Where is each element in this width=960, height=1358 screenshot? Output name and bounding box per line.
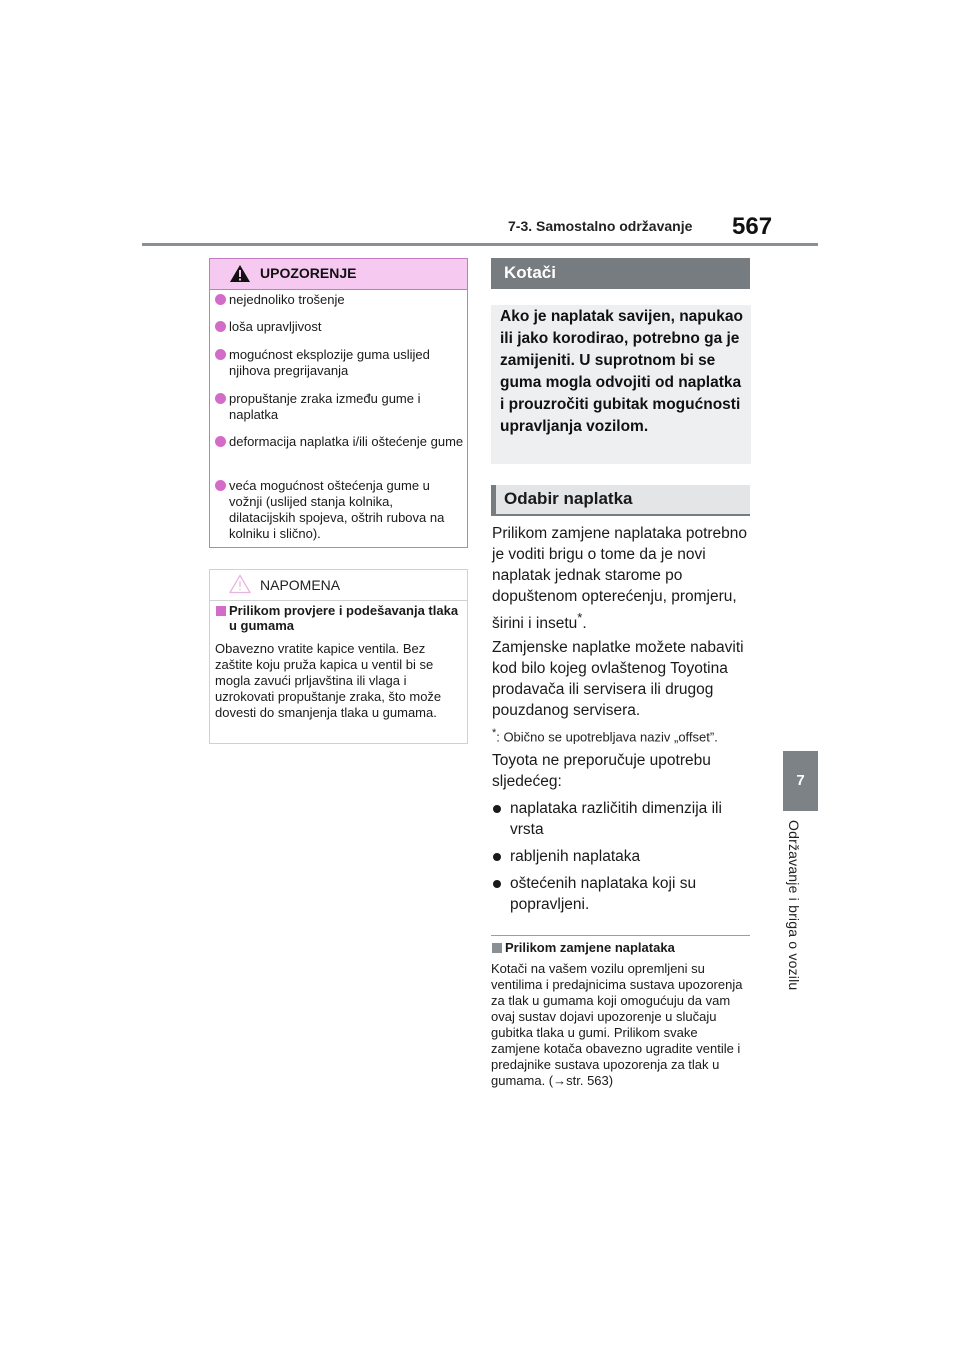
warning-triangle-icon	[229, 264, 251, 288]
bullet-dot	[215, 349, 226, 360]
page-number: 567	[732, 213, 773, 240]
footnote: *: Obično se upotrebljava naziv „offset”.	[492, 727, 718, 745]
paragraph: Prilikom zamjene naplataka potrebno je voditi brigu o tome da je novi naplatak jednak starome po dopuštenom opterećenju, promjeru, širini i insetu*.	[492, 525, 748, 633]
warning-header	[210, 259, 467, 290]
header-section-title: 7-3. Samostalno održavanje	[508, 218, 693, 234]
section-title: Kotači	[504, 263, 556, 282]
divider	[491, 935, 750, 936]
note-title: NAPOMENA	[260, 577, 341, 593]
paragraph: Toyota ne preporučuje upotrebu sljedećeg:	[492, 752, 711, 790]
warning-item: veća mogućnost oštećenja gume u vožnji (uslijed stanja kolnika, dilatacijskih spojeva, oštrih rubova na kolniku i slično).	[215, 478, 457, 542]
bullet-dot	[215, 321, 226, 332]
section-accent	[491, 258, 496, 289]
list-item: naplataka različitih dimenzija ili vrsta	[492, 798, 742, 840]
bullet-dot	[215, 393, 226, 404]
section-heading-odabir-naplatka	[491, 485, 750, 516]
note-box	[209, 569, 468, 744]
section-accent	[491, 485, 496, 514]
square-bullet	[216, 606, 226, 616]
warning-item: deformacija naplatka i/ili oštećenje gume	[215, 434, 465, 450]
bullet-dot	[493, 880, 501, 888]
warning-item: nejednoliko trošenje	[215, 292, 465, 308]
sub-paragraph: Kotači na vašem vozilu opremljeni su ventilima i predajnicima sustava upozorenja za tlak u gumama koji omogućuju da vam ovaj sustav dojavi upozorenje u slučaju gubitka tlaka u gumi. Prilikom svake zamjene kotača obavezno ugradite ventile i predajnike sustava upozorenja za tlak u gumama. (→str. 563)	[491, 961, 743, 1088]
caution-triangle-icon	[229, 574, 251, 599]
square-bullet	[492, 943, 502, 953]
warning-box	[209, 258, 468, 548]
warning-item: loša upravljivost	[215, 319, 465, 335]
warning-title: UPOZORENJE	[260, 265, 357, 281]
note-subheading: Prilikom provjere i podešavanja tlaka u gumama	[215, 603, 460, 633]
subheading: Prilikom zamjene naplataka	[491, 940, 675, 955]
footnote-marker: *	[577, 610, 583, 625]
paragraph: Zamjenske naplatke možete nabaviti kod bilo kojeg ovlaštenog Toyotina prodavača ili servisera ili drugog pouzdanog servisera.	[492, 639, 744, 719]
bullet-dot	[493, 853, 501, 861]
callout-text: Ako je naplatak savijen, napukao ili jako korodirao, potrebno ga je zamijeniti. U suprotnom bi se guma mogla odvojiti od naplatka i prouzročiti gubitak mogućnosti upravljanja vozilom.	[500, 308, 743, 435]
important-callout	[491, 305, 751, 464]
note-header	[210, 570, 467, 601]
header-rule	[142, 243, 818, 246]
section-heading-kotaci	[491, 258, 750, 289]
chapter-tab-label: Održavanje i briga o vozilu	[786, 820, 802, 991]
bullet-dot	[215, 436, 226, 447]
bullet-dot	[493, 805, 501, 813]
warning-item: propuštanje zraka između gume i naplatka	[215, 391, 451, 423]
list-item: rabljenih naplataka	[492, 846, 742, 867]
bullet-dot	[215, 480, 226, 491]
warning-item: mogućnost eksplozije guma uslijed njihova pregrijavanja	[215, 347, 465, 379]
bullet-dot	[215, 294, 226, 305]
note-text: Obavezno vratite kapice ventila. Bez zaštite koju pruža kapica u ventil bi se mogla zavući prljavština ili vlaga i uzrokovati propuštanje zraka, što može dovesti do smanjenja tlaka u gumama.	[215, 641, 442, 720]
chapter-tab: 7	[783, 751, 818, 811]
section-title: Odabir naplatka	[504, 489, 633, 508]
list-item: oštećenih naplataka koji su popravljeni.	[492, 873, 742, 915]
